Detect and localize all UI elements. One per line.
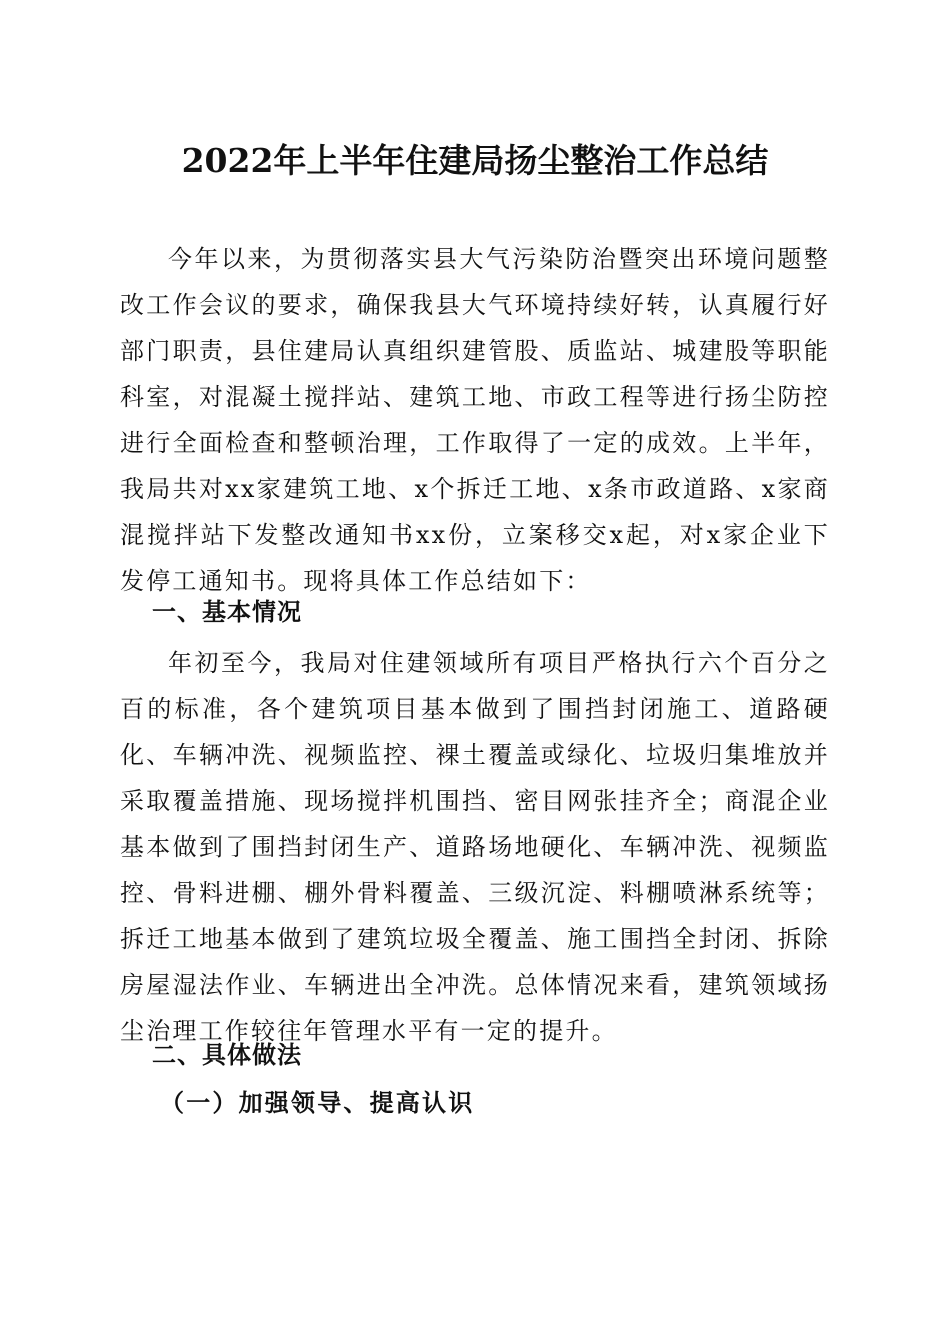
basic-situation-paragraph: 年初至今，我局对住建领域所有项目严格执行六个百分之百的标准，各个建筑项目基本做到了围挡封闭施工、道路硬化、车辆冲洗、视频监控、裸土覆盖或绿化、垃圾归集堆放并采取覆盖措施、现场搅拌机围挡、密目网张挂齐全；商混企业基本做到了围挡封闭生产、道路场地硬化、车辆冲洗、视频监控、骨料进棚、棚外骨料覆盖、三级沉淀、料棚喷淋系统等；拆迁工地基本做到了建筑垃圾全覆盖、施工围挡全封闭、拆除房屋湿法作业、车辆进出全冲洗。总体情况来看，建筑领域扬尘治理工作较往年管理水平有一定的提升。 (120, 649, 830, 1045)
subsection-heading-leadership: （一）加强领导、提高认识 (160, 1088, 475, 1117)
intro-paragraph: 今年以来，为贯彻落实县大气污染防治暨突出环境问题整改工作会议的要求，确保我县大气环境持续好转，认真履行好部门职责，县住建局认真组织建管股、质监站、城建股等职能科室，对混凝土搅拌站、建筑工地、市政工程等进行扬尘防控进行全面检查和整顿治理，工作取得了一定的成效。上半年，我局共对xx家建筑工地、x个拆迁工地、x条市政道路、x家商混搅拌站下发整改通知书xx份，立案移交x起，对x家企业下发停工通知书。现将具体工作总结如下： (120, 245, 830, 595)
document-title: 2022年上半年住建局扬尘整治工作总结 (181, 141, 769, 180)
section-heading-basic-situation: 一、基本情况 (152, 598, 302, 626)
section-heading-specific-practices: 二、具体做法 (152, 1041, 302, 1069)
